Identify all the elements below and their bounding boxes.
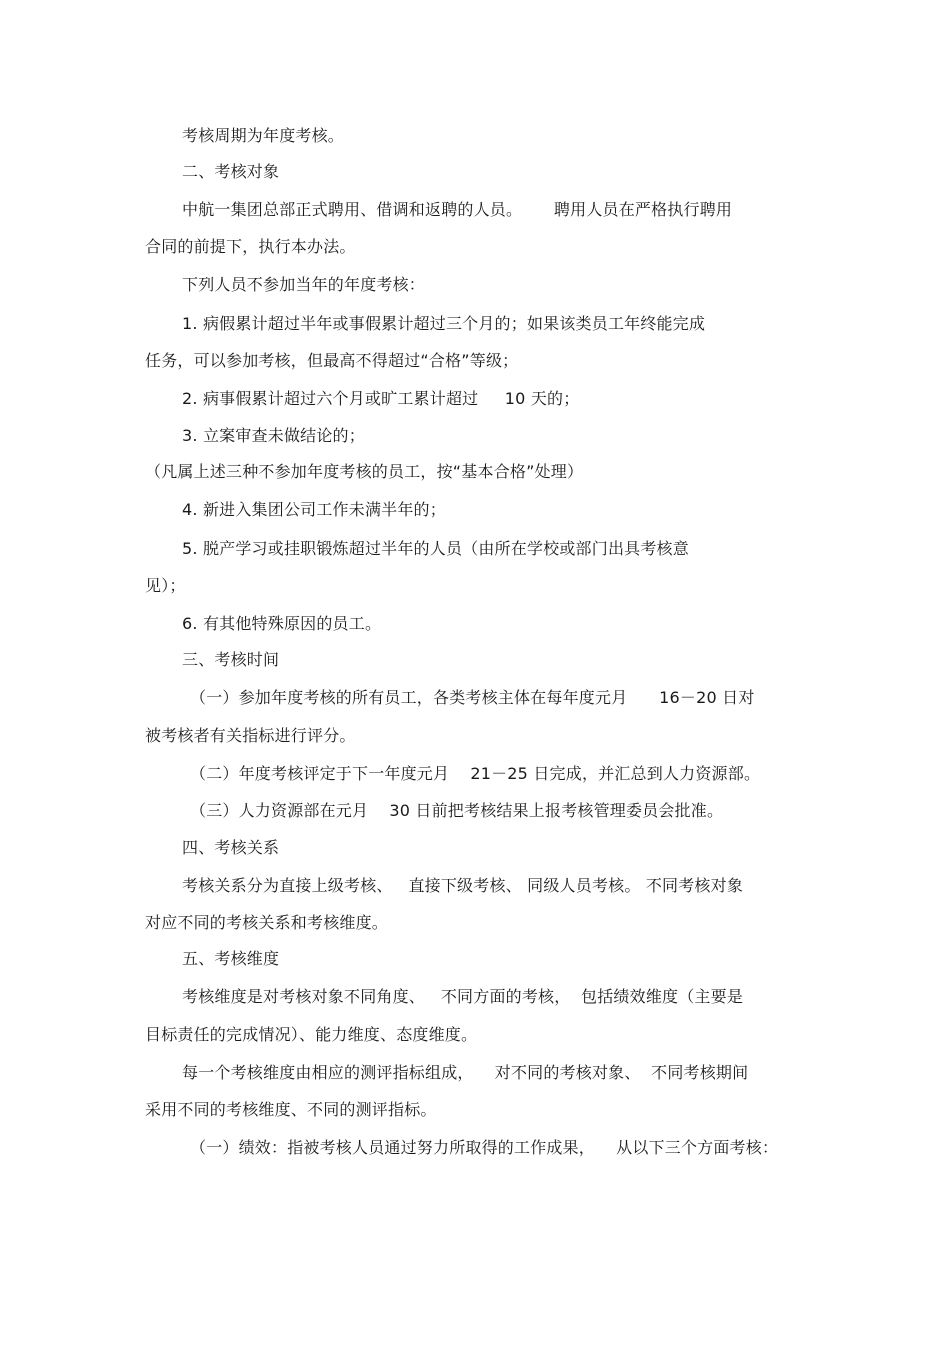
paragraph-line: 考核周期为年度考核。 xyxy=(182,126,345,145)
paragraph-line: 考核关系分为直接上级考核、 直接下级考核、 同级人员考核。 不同考核对象 xyxy=(182,876,744,895)
note-line: （凡属上述三种不参加年度考核的员工，按“基本合格”处理） xyxy=(145,462,584,481)
paragraph-line: 下列人员不参加当年的年度考核： xyxy=(182,275,426,294)
paragraph-line: 采用不同的考核维度、不同的测评指标。 xyxy=(145,1100,437,1119)
paragraph-line: （二）年度考核评定于下一年度元月 21－25 日完成，并汇总到人力资源部。 xyxy=(190,764,761,783)
list-item: 5. 脱产学习或挂职锻炼超过半年的人员（由所在学校或部门出具考核意 xyxy=(182,539,689,558)
section-heading: 三、考核时间 xyxy=(182,650,280,669)
list-item: 2. 病事假累计超过六个月或旷工累计超过 10 天的； xyxy=(182,389,580,408)
list-item: 6. 有其他特殊原因的员工。 xyxy=(182,614,382,633)
list-item: 1. 病假累计超过半年或事假累计超过三个月的；如果该类员工年终能完成 xyxy=(182,314,706,333)
paragraph-line: 合同的前提下，执行本办法。 xyxy=(145,237,356,256)
paragraph-line: 对应不同的考核关系和考核维度。 xyxy=(145,913,389,932)
paragraph-line: （一）参加年度考核的所有员工，各类考核主体在每年度元月 16－20 日对 xyxy=(190,688,755,707)
list-item: 4. 新进入集团公司工作未满半年的； xyxy=(182,500,446,519)
list-item-continuation: 任务，可以参加考核，但最高不得超过“合格”等级； xyxy=(145,351,519,370)
section-heading: 二、考核对象 xyxy=(182,162,280,181)
list-item-continuation: 见）； xyxy=(145,576,186,595)
paragraph-line: 中航一集团总部正式聘用、借调和返聘的人员。 聘用人员在严格执行聘用 xyxy=(182,200,733,219)
paragraph-line: 每一个考核维度由相应的测评指标组成， 对不同的考核对象、 不同考核期间 xyxy=(182,1063,749,1082)
section-heading: 四、考核关系 xyxy=(182,838,280,857)
list-item: 3. 立案审查未做结论的； xyxy=(182,426,365,445)
paragraph-line: 目标责任的完成情况）、能力维度、态度维度。 xyxy=(145,1025,478,1044)
paragraph-line: （三）人力资源部在元月 30 日前把考核结果上报考核管理委员会批准。 xyxy=(190,801,724,820)
paragraph-line: 考核维度是对考核对象不同角度、 不同方面的考核， 包括绩效维度（主要是 xyxy=(182,987,744,1006)
paragraph-line: 被考核者有关指标进行评分。 xyxy=(145,726,356,745)
section-heading: 五、考核维度 xyxy=(182,949,280,968)
paragraph-line: （一）绩效：指被考核人员通过努力所取得的工作成果， 从以下三个方面考核： xyxy=(190,1138,779,1157)
